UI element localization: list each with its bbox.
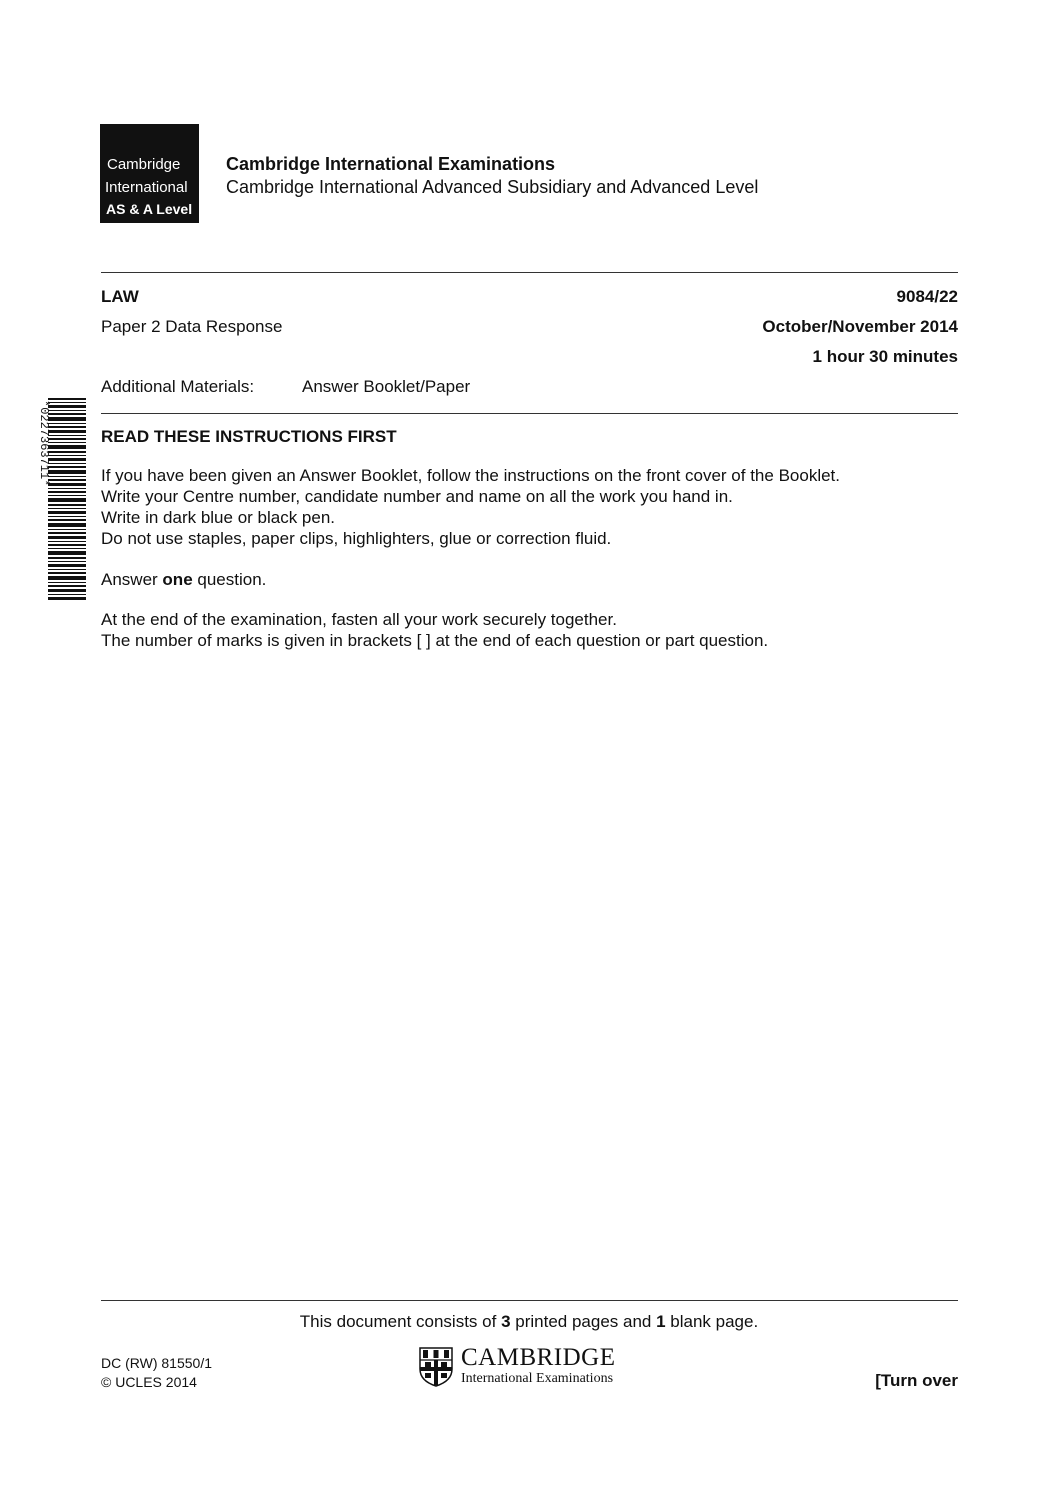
instructions-block-3 bbox=[101, 609, 768, 651]
blank-pages-count: 1 bbox=[656, 1312, 666, 1331]
pages-mid: printed pages and bbox=[510, 1312, 657, 1331]
cambridge-wordmark: CAMBRIDGE bbox=[461, 1344, 616, 1371]
answer-count: one bbox=[162, 570, 193, 589]
logo-line-3: AS & A Level bbox=[106, 201, 193, 217]
cambridge-crest-icon bbox=[419, 1347, 453, 1387]
pages-prefix: This document consists of bbox=[299, 1312, 502, 1331]
instructions-heading: READ THESE INSTRUCTIONS FIRST bbox=[101, 427, 397, 446]
cambridge-logo bbox=[100, 124, 199, 223]
answer-prefix: Answer bbox=[101, 570, 163, 589]
pages-suffix: blank page. bbox=[665, 1312, 759, 1331]
logo-line-2: International bbox=[105, 179, 188, 196]
materials-value: Answer Booklet/Paper bbox=[302, 377, 471, 396]
organisation-title: Cambridge International Examinations bbox=[226, 154, 556, 174]
paper-title: Paper 2 Data Response bbox=[101, 317, 283, 336]
printed-pages-count: 3 bbox=[501, 1312, 511, 1331]
instruction-line: If you have been given an Answer Booklet, follow the instructions on the front cover of the Booklet. bbox=[101, 466, 840, 485]
instruction-line: Write in dark blue or black pen. bbox=[101, 508, 336, 527]
top-divider bbox=[101, 272, 958, 273]
barcode-text: *0227363711* bbox=[38, 400, 51, 487]
copyright: © UCLES 2014 bbox=[101, 1374, 197, 1390]
document-reference: DC (RW) 81550/1 bbox=[101, 1355, 213, 1371]
instructions-block-1 bbox=[101, 465, 840, 549]
instruction-line: The number of marks is given in brackets [ ] at the end of each question or part question. bbox=[101, 631, 769, 650]
barcode-graphic bbox=[38, 398, 86, 600]
footer-divider bbox=[101, 1300, 958, 1301]
instruction-line: Write your Centre number, candidate number and name on all the work you hand in. bbox=[101, 487, 733, 506]
logo-line-1: Cambridge bbox=[107, 156, 181, 173]
qualification-title: Cambridge International Advanced Subsidiary and Advanced Level bbox=[226, 177, 759, 197]
subject: LAW bbox=[101, 287, 139, 306]
answer-suffix: question. bbox=[192, 570, 267, 589]
exam-duration: 1 hour 30 minutes bbox=[812, 347, 958, 366]
turn-over: [Turn over bbox=[875, 1371, 958, 1390]
instruction-line: At the end of the examination, fasten all your work securely together. bbox=[101, 610, 617, 629]
paper-code: 9084/22 bbox=[896, 287, 958, 306]
instruction-line: Do not use staples, paper clips, highlighters, glue or correction fluid. bbox=[101, 529, 612, 548]
cambridge-wordmark-sub: International Examinations bbox=[461, 1371, 614, 1386]
page-count-statement bbox=[0, 1312, 1058, 1332]
candidate-barcode bbox=[38, 398, 86, 600]
exam-session: October/November 2014 bbox=[762, 317, 958, 336]
answer-instruction bbox=[101, 569, 266, 590]
instructions-divider bbox=[101, 413, 958, 414]
materials-label: Additional Materials: bbox=[101, 377, 255, 396]
